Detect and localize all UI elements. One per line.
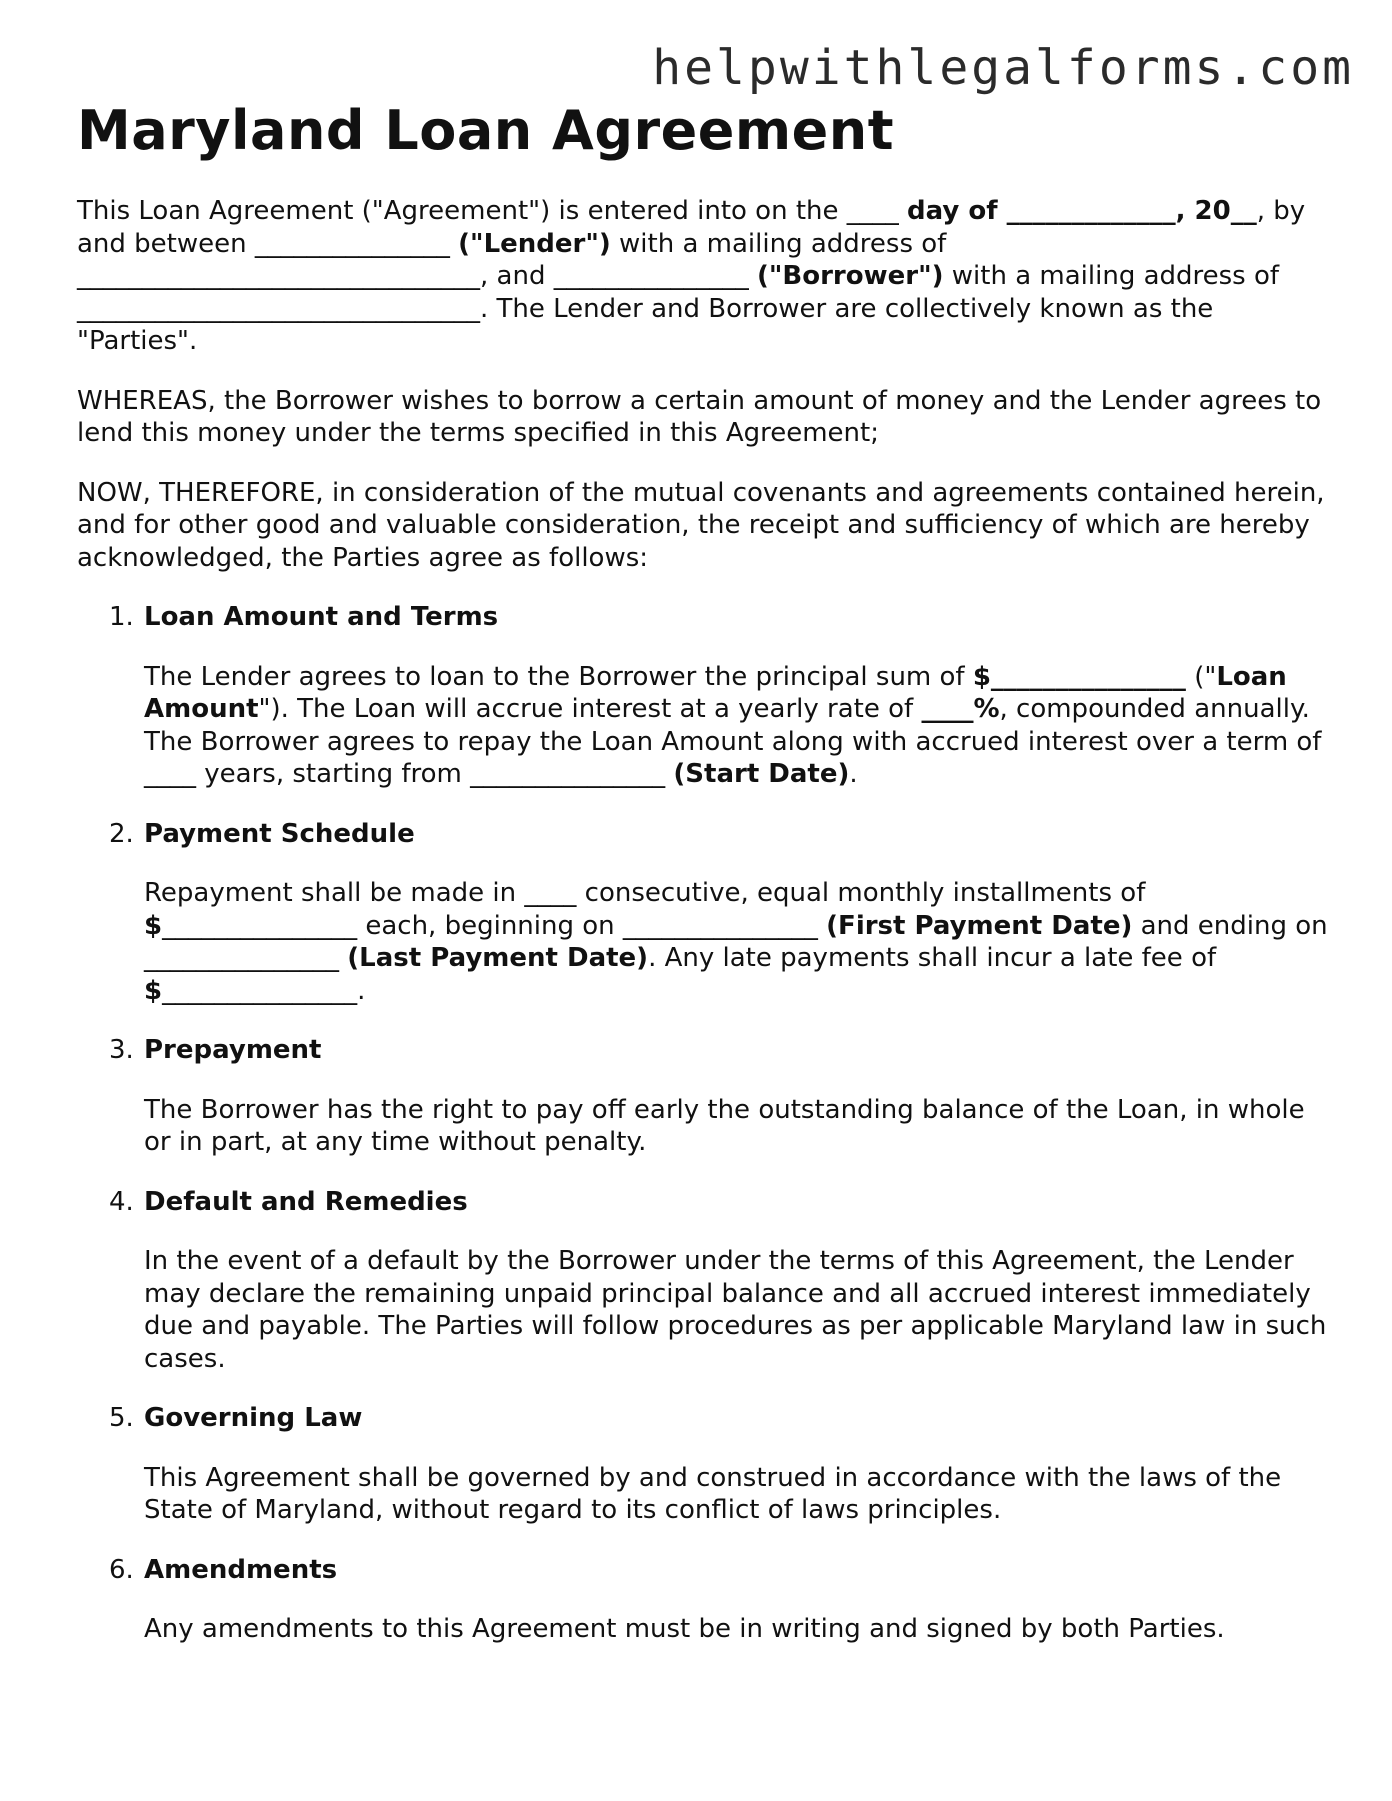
- section-heading: Loan Amount and Terms: [144, 602, 499, 632]
- intro-text-1: This Loan Agreement ("Agreement") is entered into on the ____: [77, 196, 908, 226]
- section-payment-schedule: [77, 818, 1332, 1008]
- principal-blank: $_______________: [972, 661, 1186, 692]
- document-title: Maryland Loan Agreement: [77, 99, 895, 162]
- section-body: The Borrower has the right to pay off early the outstanding balance of the Loan, in whole or in part, at any time without penalty.: [144, 1094, 1305, 1157]
- section-default-remedies: [77, 1186, 1332, 1376]
- section-heading: Prepayment: [144, 1035, 322, 1065]
- section-heading: Payment Schedule: [144, 818, 415, 849]
- section-text: "). The Loan will accrue interest at a yearly rate of: [258, 694, 922, 724]
- start-date-label: (Start Date): [673, 759, 850, 789]
- section-prepayment: [77, 1034, 1332, 1159]
- intro-text-3: with a mailing address of _______________________________, and _______________: [77, 228, 947, 291]
- section-text: and ending on _______________: [144, 910, 1328, 973]
- last-payment-date-label: (Last Payment Date): [347, 943, 649, 973]
- section-number: 3.: [109, 1035, 134, 1065]
- section-amendments: [77, 1554, 1332, 1646]
- section-number: 6.: [109, 1554, 134, 1585]
- section-heading: Default and Remedies: [144, 1186, 468, 1217]
- section-heading: Governing Law: [144, 1403, 363, 1433]
- site-watermark: helpwithlegalforms.com: [652, 40, 1354, 96]
- section-body: [144, 661, 1332, 791]
- section-text: , compounded annually. The Borrower agrees to repay the Loan Amount along with accrued interest over a term of ____ years, starting from _______________: [144, 694, 1322, 789]
- borrower-label: ("Borrower"): [756, 261, 944, 291]
- dollar-sign: $: [144, 910, 163, 941]
- section-body: Any amendments to this Agreement must be in writing and signed by both Parties.: [144, 1614, 1225, 1644]
- section-text: .: [849, 759, 858, 789]
- section-number: 1.: [109, 602, 134, 632]
- section-number: 2.: [109, 818, 134, 849]
- loan-amount-label: Loan Amount: [144, 661, 1287, 724]
- intro-text-2: , by and between _______________: [77, 196, 1306, 259]
- section-governing-law: [77, 1402, 1332, 1527]
- section-body: This Agreement shall be governed by and construed in accordance with the laws of the State of Maryland, without regard to its conflict of laws principles.: [144, 1462, 1282, 1525]
- section-loan-amount: [77, 601, 1332, 791]
- section-body: In the event of a default by the Borrower under the terms of this Agreement, the Lender may declare the remaining unpaid principal balance and all accrued interest immediately due and payable. The Parties will follow procedures as per applicable Maryland law in such cases.: [144, 1246, 1327, 1374]
- section-text: _______________.: [162, 975, 366, 1006]
- whereas-paragraph: WHEREAS, the Borrower wishes to borrow a certain amount of money and the Lender agrees to lend this money under the terms specified in this Agreement;: [77, 385, 1322, 448]
- agreement-sections: [77, 601, 1332, 1646]
- section-number: 4.: [109, 1186, 134, 1217]
- document-page: [77, 98, 1332, 1673]
- section-text: (": [1185, 661, 1217, 692]
- lender-label: ("Lender"): [458, 228, 611, 259]
- section-body: [144, 877, 1332, 1007]
- intro-paragraph: [77, 195, 1332, 358]
- section-text: The Lender agrees to loan to the Borrower the principal sum of: [144, 661, 973, 692]
- interest-rate-blank: ____%: [921, 694, 1000, 724]
- intro-date-blank: day of _____________, 20__: [907, 196, 1257, 226]
- section-text: Repayment shall be made in ____ consecutive, equal monthly installments of: [144, 878, 1146, 908]
- section-heading: Amendments: [144, 1554, 338, 1585]
- section-text: _______________ each, beginning on _______________: [162, 910, 827, 941]
- first-payment-date-label: (First Payment Date): [826, 910, 1133, 941]
- dollar-sign: $: [144, 975, 163, 1006]
- section-number: 5.: [109, 1403, 134, 1433]
- intro-text-4: with a mailing address of _______________________________. The Lender and Borrower are collectively known as the "Parties".: [77, 261, 1280, 356]
- now-therefore-paragraph: NOW, THEREFORE, in consideration of the mutual covenants and agreements contained herein, and for other good and valuable consideration, the receipt and sufficiency of which are hereby acknowledged, the Parties agree as follows:: [77, 477, 1325, 573]
- section-text: . Any late payments shall incur a late fee of: [648, 943, 1217, 973]
